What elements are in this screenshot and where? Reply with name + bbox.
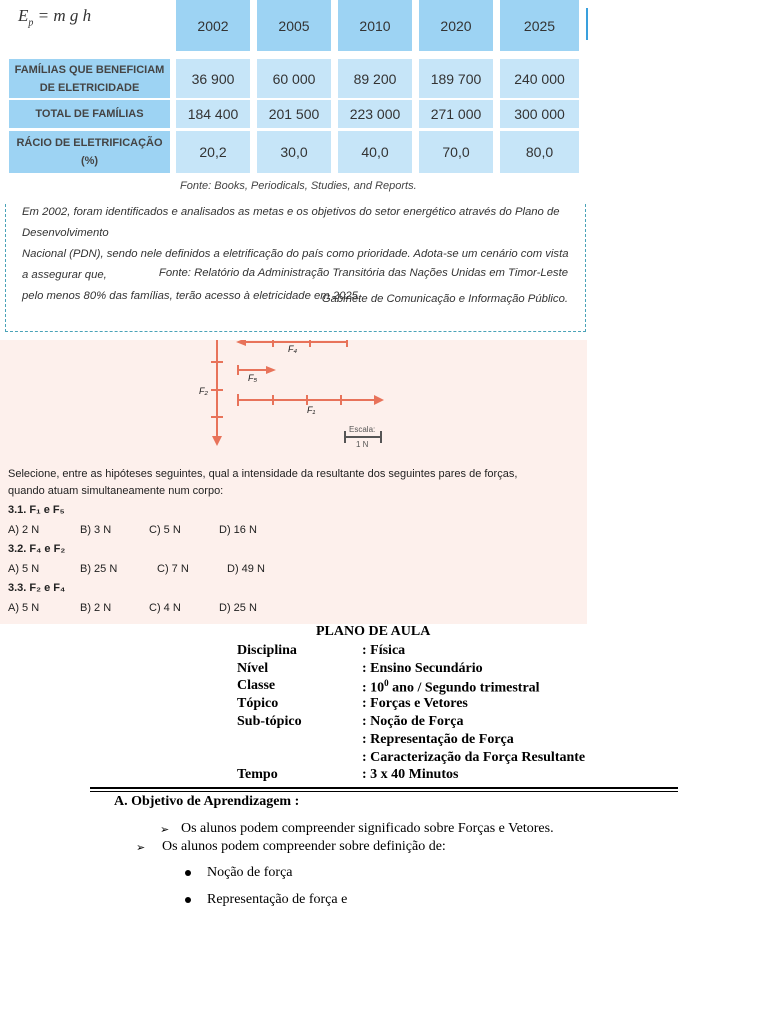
label-f5: F₅ xyxy=(248,373,258,383)
plan-value: : Caracterização da Força Resultante xyxy=(362,750,586,765)
energy-formula: $E_p = m$ g h xyxy=(18,6,92,29)
exercise-panel xyxy=(0,340,587,624)
table-cell: 80,0 xyxy=(500,131,579,173)
objective-item: Os alunos podem compreender sobre definição de: xyxy=(162,839,446,854)
table-cell: 70,0 xyxy=(419,131,493,173)
row-label-beneficiam: FAMÍLIAS QUE BENEFICIAM DE ELETRICIDADE xyxy=(9,59,170,98)
option[interactable]: A) 5 N xyxy=(8,602,40,614)
row-label-racio: RÁCIO DE ELETRIFICAÇÃO (%) xyxy=(9,131,170,173)
plan-value: : Noção de Força xyxy=(362,714,464,729)
question-3-3: 3.3. F₂ e F₄ xyxy=(8,582,66,594)
year-header: 2002 xyxy=(176,0,250,51)
question-text-2: quando atuam simultaneamente num corpo: xyxy=(8,485,224,497)
label-f4: F₄ xyxy=(288,344,298,354)
option[interactable]: A) 2 N xyxy=(8,524,40,536)
force-diagram xyxy=(0,340,587,460)
plan-value: : Representação de Força xyxy=(362,732,514,747)
force-f4-head xyxy=(236,340,246,346)
table-cell: 36 900 xyxy=(176,59,250,98)
bullet-item: Representação de força e xyxy=(207,892,348,907)
force-f5-head xyxy=(266,366,276,374)
arrow-bullet-icon: ➢ xyxy=(136,842,146,854)
option[interactable]: C) 5 N xyxy=(149,524,181,536)
table-cell: 240 000 xyxy=(500,59,579,98)
question-3-1: 3.1. F₁ e F₅ xyxy=(8,504,65,516)
year-header: 2005 xyxy=(257,0,331,51)
table-cell: 30,0 xyxy=(257,131,331,173)
bullet-icon xyxy=(185,870,191,876)
table-cell: 184 400 xyxy=(176,100,250,128)
objective-heading: A. Objetivo de Aprendizagem : xyxy=(114,794,300,809)
plan-value: : Forças e Vetores xyxy=(362,696,468,711)
label-f2: F₂ xyxy=(199,386,208,396)
source-line-1: Fonte: Relatório da Administração Transitória das Nações Unidas em Timor-Leste xyxy=(158,267,568,279)
label-f1: F₁ xyxy=(307,405,316,415)
table-cell: 89 200 xyxy=(338,59,412,98)
option[interactable]: D) 16 N xyxy=(219,524,257,536)
table-cell: 20,2 xyxy=(176,131,250,173)
force-f1-head xyxy=(374,395,384,405)
table-cell: 223 000 xyxy=(338,100,412,128)
plan-value: : Física xyxy=(362,643,406,658)
source-line-2: Gabinete de Comunicação e Informação Público. xyxy=(321,293,568,305)
table-cell: 300 000 xyxy=(500,100,579,128)
year-header: 2025 xyxy=(500,0,579,51)
plan-key: Sub-tópico xyxy=(237,714,302,729)
table-cell: 60 000 xyxy=(257,59,331,98)
plan-value: : 3 x 40 Minutos xyxy=(362,767,459,782)
plan-key: Disciplina xyxy=(237,643,297,658)
table-source: Fonte: Books, Periodicals, Studies, and Reports. xyxy=(180,180,417,192)
scale-value: 1 N xyxy=(356,440,369,449)
divider xyxy=(90,787,678,789)
question-text-1: Selecione, entre as hipóteses seguintes, qual a intensidade da resultante dos seguintes pares de forças, xyxy=(8,468,518,480)
arrow-bullet-icon: ➢ xyxy=(160,824,170,836)
context-paragraph: Em 2002, foram identificados e analisados as metas e os objetivos do setor energético através do Plano de Desenvolvimento Nacional (PDN), sendo nele definidos a eletrificação do país como prioridade. Adota-se um cenário com vista a assegurar que, pelo menos 80% das famílias, terão acesso à eletricidade em 2025. xyxy=(22,206,569,302)
option[interactable]: D) 49 N xyxy=(227,563,265,575)
plan-value: : $10^0$ ano / Segundo trimestral xyxy=(362,678,540,696)
table-cell: 40,0 xyxy=(338,131,412,173)
plan-key: Tópico xyxy=(237,696,279,711)
plan-value: : Ensino Secundário xyxy=(362,661,483,676)
divider xyxy=(90,791,678,792)
option[interactable]: B) 3 N xyxy=(80,524,112,536)
question-3-2: 3.2. F₄ e F₂ xyxy=(8,543,66,555)
objective-item: Os alunos podem compreender significado sobre Forças e Vetores. xyxy=(181,821,554,836)
option[interactable]: B) 2 N xyxy=(80,602,112,614)
row-label-total: TOTAL DE FAMÍLIAS xyxy=(9,100,170,128)
option[interactable]: A) 5 N xyxy=(8,563,40,575)
scale-label: Escala: xyxy=(349,425,376,434)
force-f2-head xyxy=(212,436,222,446)
year-header: 2010 xyxy=(338,0,412,51)
bullet-item: Noção de força xyxy=(207,865,293,880)
table-cell: 271 000 xyxy=(419,100,493,128)
option[interactable]: D) 25 N xyxy=(219,602,257,614)
plan-title: PLANO DE AULA xyxy=(316,624,431,639)
table-cell: 201 500 xyxy=(257,100,331,128)
plan-key: Classe xyxy=(237,678,276,693)
bullet-icon xyxy=(185,897,191,903)
plan-key: Nível xyxy=(237,661,269,676)
year-header: 2020 xyxy=(419,0,493,51)
cursor-bar xyxy=(586,8,588,40)
option[interactable]: C) 4 N xyxy=(149,602,181,614)
option[interactable]: C) 7 N xyxy=(157,563,189,575)
plan-key: Tempo xyxy=(237,767,278,782)
table-cell: 189 700 xyxy=(419,59,493,98)
option[interactable]: B) 25 N xyxy=(80,563,118,575)
